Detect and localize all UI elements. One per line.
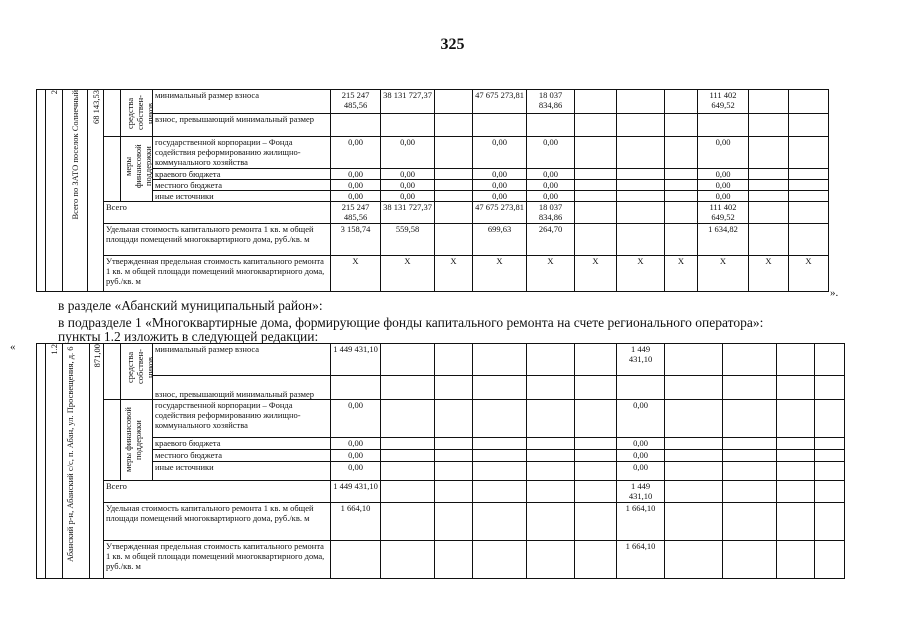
cell-value: 111 402 649,52 [698, 90, 749, 114]
cell-value: 0,00 [473, 191, 527, 202]
paragraph-subsection: в подразделе 1 «Многоквартирные дома, формирующие фонды капитального ремонта на счете регионального оператора»: [58, 315, 764, 330]
row-label: краевого бюджета [153, 169, 331, 180]
cell-value: 0,00 [331, 461, 381, 480]
cell-value: 1 449 431,10 [617, 481, 665, 503]
row-label: краевого бюджета [153, 438, 331, 450]
row-label-unit-cost: Удельная стоимость капитального ремонта 1 кв. м общей площади помещений многоквартирного дома, руб./кв. м [104, 503, 331, 541]
row-label: минимальный размер взноса [153, 344, 331, 376]
cell-value: 0,00 [698, 191, 749, 202]
row-label: минимальный размер взноса [153, 90, 331, 114]
row-label: местного бюджета [153, 450, 331, 462]
group-financial-support: меры финансовой поддержки [123, 407, 143, 473]
cell-x: X [381, 256, 435, 292]
cell-value: 0,00 [527, 169, 575, 180]
group-financial-support: меры финансовой поддержки [123, 144, 153, 188]
page-number: 325 [440, 36, 465, 53]
row-label: государственной корпорации – Фонда содействия реформированию жилищно-коммунального хозяйства [153, 400, 331, 438]
cell-value: 559,58 [381, 224, 435, 256]
opening-quote: « [10, 341, 16, 353]
group-own-funds: средства собствен-ников [124, 95, 155, 131]
cell-x: X [617, 256, 665, 292]
cell-x: X [575, 256, 617, 292]
cell-value: 3 158,74 [331, 224, 381, 256]
cell-x: X [749, 256, 789, 292]
paragraph-section: в разделе «Абанский муниципальный район»: [58, 298, 323, 313]
cell-value: 0,00 [473, 180, 527, 191]
cell-value: 0,00 [698, 180, 749, 191]
cell-value: 1 664,10 [617, 541, 665, 579]
cell-x: X [789, 256, 829, 292]
left-margin-cell [37, 90, 46, 292]
table-abansky [36, 343, 845, 579]
cell-value: 0,00 [331, 169, 381, 180]
row-label: иные источники [153, 191, 331, 202]
cell-value: 0,00 [381, 191, 435, 202]
cell-value: 38 131 727,37 [381, 90, 435, 114]
table-zato-solnechny [36, 89, 829, 292]
cell-value: 0,00 [698, 137, 749, 169]
cell-value: 0,00 [527, 180, 575, 191]
cell-value: 47 675 273,81 [473, 202, 527, 224]
cell-value: 47 675 273,81 [473, 90, 527, 114]
cell-value: 0,00 [381, 180, 435, 191]
cell-value: 0,00 [331, 180, 381, 191]
cell-x: X [331, 256, 381, 292]
cell-value: 0,00 [698, 169, 749, 180]
row-label-total: Всего [104, 481, 331, 503]
cell-value: 1 449 431,10 [331, 481, 381, 503]
row-label: иные источники [153, 461, 331, 480]
cell-value: 0,00 [331, 191, 381, 202]
area-cell: 871,00 [92, 344, 102, 368]
row-index: 1.2 [49, 344, 59, 355]
cell-value: 1 664,10 [617, 503, 665, 541]
row-label: местного бюджета [153, 180, 331, 191]
cell-x: X [473, 256, 527, 292]
address-cell: Абанский р-н, Абанский с/с, п. Абан, ул. Просвещения, д. 6 [65, 346, 75, 562]
cell-value: 0,00 [473, 169, 527, 180]
group-own-funds: средства собствен-ников [124, 349, 155, 385]
cell-value: 111 402 649,52 [698, 202, 749, 224]
row-label-unit-cost: Удельная стоимость капитального ремонта 1 кв. м общей площади помещений многоквартирного дома, руб./кв. м [104, 224, 331, 256]
closing-quote: ». [830, 287, 839, 299]
cell-value: 215 247 485,56 [331, 90, 381, 114]
cell-x: X [527, 256, 575, 292]
cell-value: 18 037 834,86 [527, 90, 575, 114]
paragraph-instruction: пункты 1.2 изложить в следующей редакции: [58, 329, 319, 344]
cell-value: 0,00 [527, 191, 575, 202]
row-label-limit-cost: Утвержденная предельная стоимость капитального ремонта 1 кв. м общей площади помещений многоквартирного дома, руб./кв. м [104, 541, 331, 579]
cell-value: 1 449 431,10 [617, 344, 665, 376]
cell-x: X [698, 256, 749, 292]
row-label: государственной корпорации – Фонда содействия реформированию жилищно-коммунального хозяйства [153, 137, 331, 169]
row-label: взнос, превышающий минимальный размер [153, 113, 331, 137]
row-label-limit-cost: Утвержденная предельная стоимость капитального ремонта 1 кв. м общей площади помещений многоквартирного дома, руб./кв. м [104, 256, 331, 292]
cell-value: 0,00 [331, 137, 381, 169]
area-cell: 68 143,53 [90, 90, 101, 124]
cell-value: 1 634,82 [698, 224, 749, 256]
address-cell: Всего по ЗАТО поселок Солнечный [70, 90, 80, 220]
cell-value: 0,00 [331, 450, 381, 462]
cell-value: 18 037 834,86 [527, 202, 575, 224]
cell-value: 0,00 [473, 137, 527, 169]
cell-value: 215 247 485,56 [331, 202, 381, 224]
cell-value: 0,00 [381, 137, 435, 169]
cell-value: 0,00 [331, 438, 381, 450]
row-label-total: Всего [104, 202, 331, 224]
cell-x: X [435, 256, 473, 292]
row-label: взнос, превышающий минимальный размер [153, 376, 331, 400]
cell-value: 0,00 [331, 400, 381, 438]
cell-value: 1 449 431,10 [331, 344, 381, 376]
cell-value: 699,63 [473, 224, 527, 256]
cell-value: 264,70 [527, 224, 575, 256]
cell-value: 38 131 727,37 [381, 202, 435, 224]
cell-value: 0,00 [381, 169, 435, 180]
row-index: 2 [49, 90, 59, 95]
cell-value: 0,00 [527, 137, 575, 169]
cell-value: 0,00 [617, 438, 665, 450]
cell-x: X [665, 256, 698, 292]
cell-value: 1 664,10 [331, 503, 381, 541]
cell-value: 0,00 [617, 461, 665, 480]
cell-value: 0,00 [617, 450, 665, 462]
cell-value: 0,00 [617, 400, 665, 438]
